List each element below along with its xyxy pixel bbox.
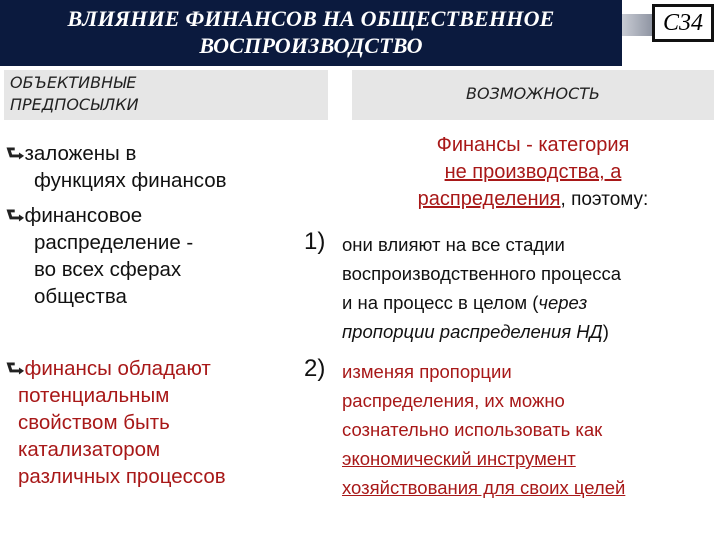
point3-line-4: катализатором <box>18 438 161 461</box>
point2-line-2: распределение - <box>34 231 194 254</box>
left-column-label <box>4 70 328 120</box>
point3-line-3: свойством быть <box>18 411 170 434</box>
item2-line-2: распределения, их можно <box>342 390 565 411</box>
intro-line-3-rest: , поэтому: <box>560 189 649 210</box>
left-point-2 <box>6 202 193 310</box>
item1-line-4-end: ) <box>602 321 609 342</box>
item2-line-1: изменяя пропорции <box>342 361 512 382</box>
intro-line-3-underlined: распределения <box>417 188 561 210</box>
point2-line-1: финансовое <box>24 204 143 227</box>
item1-line-1: они влияют на все стадии <box>342 234 565 255</box>
point1-line-1: заложены в <box>24 142 137 165</box>
point1-line-2: функциях финансов <box>34 169 227 192</box>
point2-line-3: во всех сферах <box>34 258 182 281</box>
left-point-3 <box>6 355 226 490</box>
point3-line-2: потенциальным <box>18 384 170 407</box>
item1-line-3-italic: через <box>538 292 588 313</box>
point3-line-5: различных процессов <box>18 465 226 488</box>
item1-line-2: воспроизводственного процесса <box>342 263 622 284</box>
item2-line-3: сознательно использовать как <box>342 419 603 440</box>
page-number-badge: С34 <box>652 4 714 42</box>
arrow-bullet-icon: ⮑ <box>6 141 25 165</box>
slide-title <box>0 0 622 66</box>
item-1-text <box>342 230 621 346</box>
title-line-2: ВОСПРОИЗВОДСТВО <box>199 33 423 58</box>
left-point-1 <box>6 140 227 194</box>
intro-line-1: Финансы - категория <box>436 134 630 156</box>
title-line-1: ВЛИЯНИЕ ФИНАНСОВ НА ОБЩЕСТВЕННОЕ <box>67 6 555 31</box>
left-label-line-2: ПРЕДПОСЫЛКИ <box>10 95 139 114</box>
item-2-text <box>342 357 625 502</box>
left-label-line-1: ОБЪЕКТИВНЫЕ <box>10 73 137 92</box>
item-1-number: 1) <box>304 228 326 255</box>
item2-line-4: экономический инструмент <box>342 448 576 469</box>
header-decoration <box>622 14 652 36</box>
item1-line-3: и на процесс в целом ( <box>342 292 539 313</box>
arrow-bullet-icon: ⮑ <box>6 356 25 380</box>
right-column-label: ВОЗМОЖНОСТЬ <box>352 70 714 120</box>
intro-line-2: не производства, а <box>444 161 622 183</box>
item1-line-4-italic: пропорции распределения НД <box>342 321 603 342</box>
item2-line-5: хозяйствования для своих целей <box>342 477 626 498</box>
right-intro <box>352 132 714 213</box>
point3-line-1: финансы обладают <box>24 357 211 380</box>
point2-line-4: общества <box>34 285 127 308</box>
arrow-bullet-icon: ⮑ <box>6 203 25 227</box>
item-2-number: 2) <box>304 355 326 382</box>
